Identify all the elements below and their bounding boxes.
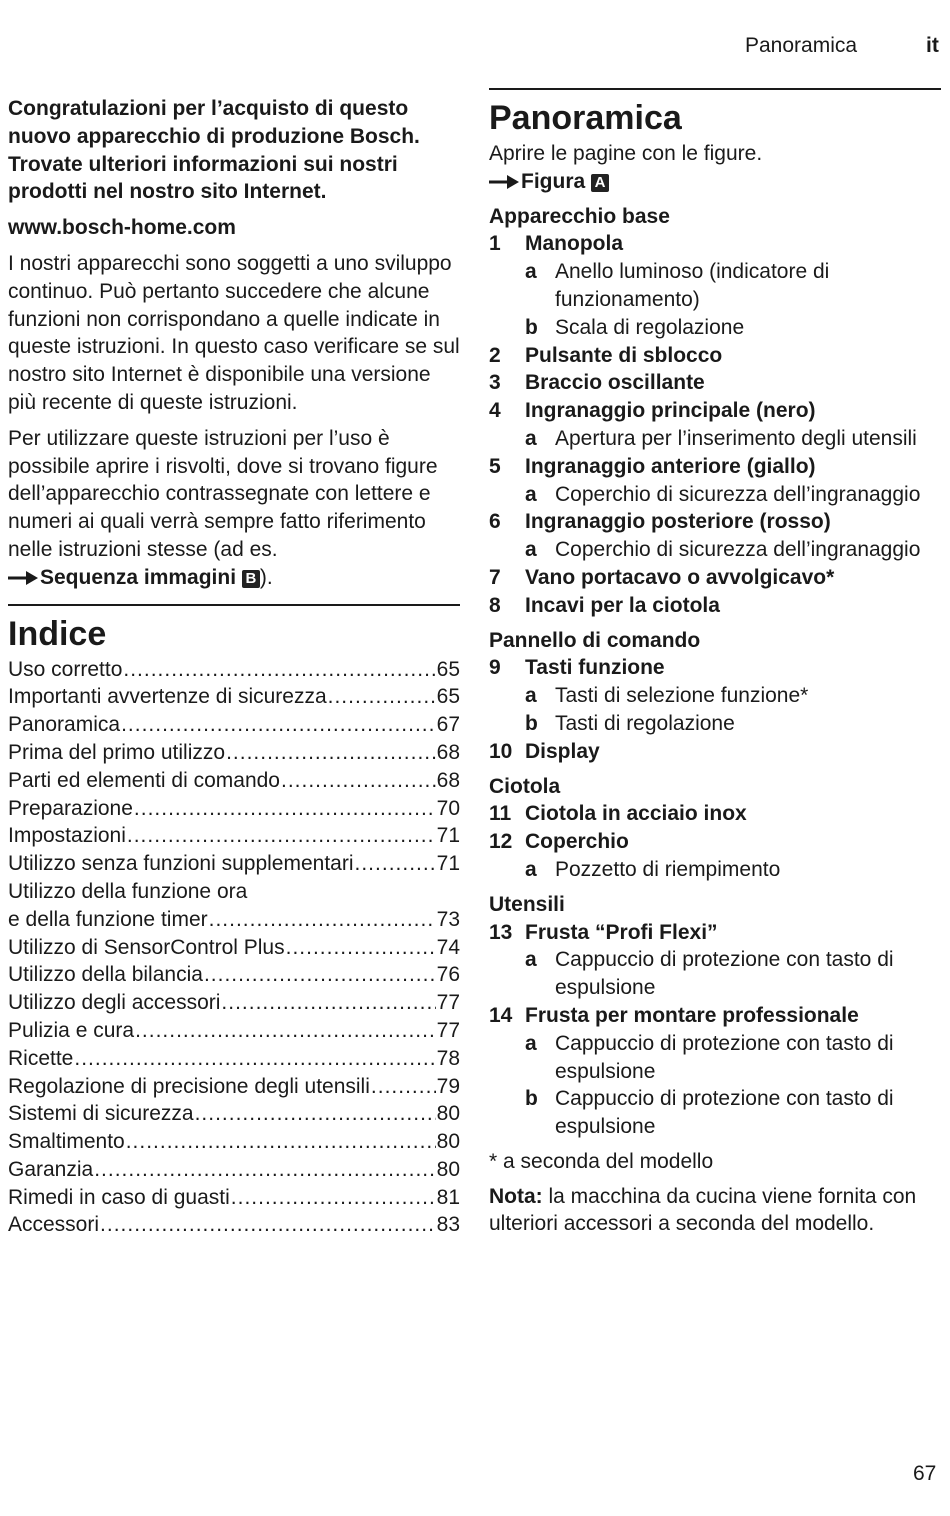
toc-entry: [8, 767, 460, 795]
component-number: 7: [489, 565, 501, 589]
toc-entry: [8, 1184, 460, 1212]
component-subitem: [489, 1030, 941, 1086]
toc-entry-title: Preparazione: [8, 796, 133, 820]
toc-entry: [8, 934, 460, 962]
toc-entry-page: 80: [436, 1130, 460, 1154]
component-subitem: [489, 258, 941, 314]
toc-entry-page: 80: [436, 1157, 460, 1181]
subitem-letter: a: [525, 538, 537, 562]
toc-entry-page: 78: [436, 1046, 460, 1070]
figure-label: Figura: [521, 169, 586, 193]
subitem-text: Cappuccio di protezione con tasto di espulsione: [555, 1087, 894, 1139]
component-subitem: [489, 425, 941, 453]
subitem-letter: a: [525, 684, 537, 708]
toc-dot-leader: [221, 989, 435, 1017]
component-item: [489, 828, 941, 856]
component-label: Frusta “Profi Flexi”: [525, 920, 718, 944]
component-label: Ingranaggio principale (nero): [525, 399, 816, 423]
subitem-text: Tasti di selezione funzione*: [555, 684, 809, 708]
toc-entry-page: 83: [436, 1213, 460, 1237]
toc-dot-leader: [328, 683, 436, 711]
component-label: Ingranaggio posteriore (rosso): [525, 510, 831, 534]
toc-entry-title: Pulizia e cura: [8, 1018, 135, 1042]
component-subitem: [489, 314, 941, 342]
component-number: 14: [489, 1003, 513, 1027]
open-pages-hint: Aprire le pagine con le figure.: [489, 142, 763, 165]
toc-entry-title: Utilizzo degli accessori: [8, 991, 221, 1015]
toc-entry: [8, 711, 460, 739]
index-divider: [8, 604, 460, 606]
toc-entry-page: 67: [436, 713, 460, 737]
toc-entry-title: e della funzione timer: [8, 907, 208, 931]
header-language-code: it: [926, 34, 939, 57]
header-section-title: Panoramica: [745, 34, 858, 57]
intro-paragraph-2: [8, 425, 460, 592]
component-item: [489, 230, 941, 258]
toc-entry-title: Ricette: [8, 1046, 74, 1070]
intro-congratulations: Congratulazioni per l’acquisto di questo nuovo apparecchio di produzione Bosch. Trovate ulteriori informazioni sui nostri prodotti nel nostro sito Internet.: [8, 97, 420, 204]
subitem-letter: b: [525, 1087, 538, 1111]
toc-entry-title: Utilizzo senza funzioni supplementari: [8, 852, 354, 876]
subitem-text: Cappuccio di protezione con tasto di espulsione: [555, 948, 894, 1000]
toc-dot-leader: [100, 1211, 436, 1239]
right-column: [489, 88, 941, 1238]
toc-entry-page: 74: [436, 935, 460, 959]
note-label: Nota:: [489, 1184, 543, 1208]
component-item: [489, 508, 941, 536]
component-label: Coperchio: [525, 830, 629, 854]
component-item: [489, 800, 941, 828]
toc-entry-title: Panoramica: [8, 713, 121, 737]
left-column: [8, 95, 460, 1239]
subitem-text: Scala di regolazione: [555, 315, 745, 339]
component-label: Ciotola in acciaio inox: [525, 802, 747, 826]
component-subitem: [489, 481, 941, 509]
toc-entry-page: 77: [436, 1018, 460, 1042]
toc-entry-page: 81: [436, 1185, 460, 1209]
toc-entry: [8, 1100, 460, 1128]
toc-entry-title: Utilizzo della bilancia: [8, 963, 203, 987]
component-number: 1: [489, 232, 501, 256]
component-item: [489, 919, 941, 947]
component-number: 5: [489, 454, 501, 478]
subitem-text: Anello luminoso (indicatore di funzionamento): [555, 260, 830, 311]
toc-entry-page: 68: [436, 740, 460, 764]
arrow-right-icon: [489, 168, 521, 196]
component-item: [489, 564, 941, 592]
toc-dot-leader: [74, 1045, 435, 1073]
toc-dot-leader: [195, 1100, 436, 1128]
toc-entry: [8, 1045, 460, 1073]
component-subitem: [489, 856, 941, 884]
toc-entry-title: Prima del primo utilizzo: [8, 740, 226, 764]
index-title: Indice: [8, 614, 107, 653]
sequence-close: ).: [259, 565, 273, 589]
toc-entry-title: Rimedi in caso di guasti: [8, 1185, 230, 1209]
toc-entry-page: 76: [436, 963, 460, 987]
toc-dot-leader: [355, 850, 436, 878]
toc-entry: [8, 1073, 460, 1101]
component-item: [489, 1002, 941, 1030]
subitem-text: Coperchio di sicurezza dell’ingranaggio: [555, 482, 921, 506]
component-label: Vano portacavo o avvolgicavo*: [525, 565, 835, 589]
component-item: [489, 738, 941, 766]
arrow-right-icon: [8, 564, 40, 592]
footnote: * a seconda del modello: [489, 1149, 714, 1173]
toc-entry: [8, 850, 460, 878]
component-number: 3: [489, 371, 501, 395]
component-label: Display: [525, 739, 600, 763]
toc-entry: [8, 906, 460, 934]
toc-entry-page: 65: [436, 685, 460, 709]
component-label: Frusta per montare professionale: [525, 1003, 859, 1027]
toc-entry-page: 77: [436, 991, 460, 1015]
overview-title: Panoramica: [489, 99, 682, 137]
note-paragraph: [489, 1183, 941, 1239]
subitem-letter: a: [525, 482, 537, 506]
table-of-contents: [8, 656, 460, 1240]
subitem-letter: b: [525, 315, 538, 339]
component-subitem: [489, 536, 941, 564]
toc-dot-leader: [127, 822, 436, 850]
group-heading: Ciotola: [489, 774, 561, 798]
toc-dot-leader: [121, 711, 436, 739]
sequence-label: Sequenza immagini: [40, 565, 237, 589]
toc-entry: [8, 1156, 460, 1184]
toc-dot-leader: [231, 1184, 436, 1212]
component-item: [489, 453, 941, 481]
component-label: Braccio oscillante: [525, 371, 705, 395]
component-label: Pulsante di sblocco: [525, 343, 723, 367]
subitem-text: Pozzetto di riempimento: [555, 857, 781, 881]
toc-entry-page: 80: [436, 1102, 460, 1126]
component-item: [489, 342, 941, 370]
subitem-text: Cappuccio di protezione con tasto di espulsione: [555, 1031, 894, 1083]
component-number: 8: [489, 593, 501, 617]
toc-dot-leader: [226, 739, 436, 767]
component-label: Incavi per la ciotola: [525, 593, 720, 617]
toc-dot-leader: [286, 934, 436, 962]
toc-entry-title: Sistemi di sicurezza: [8, 1102, 194, 1126]
toc-entry: [8, 656, 460, 684]
toc-entry-page: 71: [436, 852, 460, 876]
toc-dot-leader: [94, 1156, 435, 1184]
toc-entry-title: Smaltimento: [8, 1130, 125, 1154]
toc-entry-page: 70: [436, 796, 460, 820]
toc-entry-title: Uso corretto: [8, 657, 123, 681]
toc-dot-leader: [371, 1073, 436, 1101]
toc-entry-page: 65: [436, 657, 460, 681]
toc-entry-title: Regolazione di precisione degli utensili: [8, 1074, 370, 1098]
component-number: 10: [489, 739, 513, 763]
component-number: 4: [489, 399, 501, 423]
toc-entry-title: Importanti avvertenze di sicurezza: [8, 685, 327, 709]
component-number: 13: [489, 920, 513, 944]
page-header: [0, 32, 950, 62]
toc-entry: [8, 989, 460, 1017]
component-label: Manopola: [525, 232, 623, 256]
component-label: Ingranaggio anteriore (giallo): [525, 454, 816, 478]
toc-entry: [8, 683, 460, 711]
toc-dot-leader: [209, 906, 436, 934]
subitem-text: Coperchio di sicurezza dell’ingranaggio: [555, 538, 921, 562]
subitem-letter: b: [525, 711, 538, 735]
intro-paragraph-2-text: Per utilizzare queste istruzioni per l’uso è possibile aprire i risvolti, dove si trovano figure dell’apparecchio contrassegnate con lettere e numeri ai quali verrà sempre fatto riferimento nelle istruzioni stesse (ad es.: [8, 426, 438, 561]
subitem-letter: a: [525, 857, 537, 881]
component-subitem: [489, 710, 941, 738]
toc-dot-leader: [123, 656, 435, 684]
toc-dot-leader: [135, 1017, 436, 1045]
component-label: Tasti funzione: [525, 656, 665, 680]
toc-entry: [8, 1017, 460, 1045]
toc-entry-page: 71: [436, 824, 460, 848]
page-number: 67: [913, 1462, 937, 1485]
group-heading: Utensili: [489, 892, 565, 916]
component-item: [489, 592, 941, 620]
subitem-letter: a: [525, 260, 537, 284]
toc-dot-leader: [126, 1128, 436, 1156]
component-item: [489, 397, 941, 425]
toc-entry-page: 73: [436, 907, 460, 931]
component-item: [489, 654, 941, 682]
component-number: 6: [489, 510, 501, 534]
toc-entry-title: Utilizzo di SensorControl Plus: [8, 935, 285, 959]
subitem-letter: a: [525, 948, 537, 972]
toc-entry: [8, 1128, 460, 1156]
toc-entry: Utilizzo della funzione ora: [8, 879, 248, 903]
subitem-text: Apertura per l’inserimento degli utensili: [555, 426, 917, 450]
toc-entry-page: 79: [436, 1074, 460, 1098]
toc-entry: [8, 961, 460, 989]
sequence-letter-badge: B: [242, 570, 260, 588]
toc-entry: [8, 822, 460, 850]
group-heading: Apparecchio base: [489, 204, 670, 228]
toc-entry-page: 68: [436, 768, 460, 792]
figure-letter-badge: A: [591, 174, 609, 192]
component-groups: [489, 203, 941, 1141]
toc-entry-title: Garanzia: [8, 1157, 94, 1181]
component-number: 12: [489, 830, 513, 854]
subitem-text: Tasti di regolazione: [555, 711, 735, 735]
toc-entry-title: Impostazioni: [8, 824, 126, 848]
subitem-letter: a: [525, 1031, 537, 1055]
toc-dot-leader: [134, 795, 436, 823]
component-item: [489, 369, 941, 397]
component-number: 11: [489, 802, 512, 826]
component-subitem: [489, 682, 941, 710]
subitem-letter: a: [525, 426, 537, 450]
note-text: la macchina da cucina viene fornita con ulteriori accessori a seconda del modello.: [489, 1184, 917, 1236]
toc-entry: [8, 739, 460, 767]
component-subitem: [489, 946, 941, 1002]
toc-entry-title: Parti ed elementi di comando: [8, 768, 280, 792]
toc-dot-leader: [281, 767, 436, 795]
intro-paragraph-1: I nostri apparecchi sono soggetti a uno sviluppo continuo. Può pertanto succedere che alcune funzioni non corrispondano a quelle indicate in queste istruzioni. In questo caso verificare se sul nostro sito Internet è disponibile una versione più recente di queste istruzioni.: [8, 251, 460, 414]
group-heading: Pannello di comando: [489, 628, 701, 652]
component-number: 2: [489, 343, 501, 367]
toc-entry: [8, 795, 460, 823]
toc-entry: [8, 1211, 460, 1239]
website-url: www.bosch-home.com: [8, 216, 236, 240]
overview-divider: [489, 88, 941, 90]
toc-entry-title: Accessori: [8, 1213, 100, 1237]
component-number: 9: [489, 656, 501, 680]
toc-dot-leader: [204, 961, 436, 989]
component-subitem: [489, 1085, 941, 1141]
